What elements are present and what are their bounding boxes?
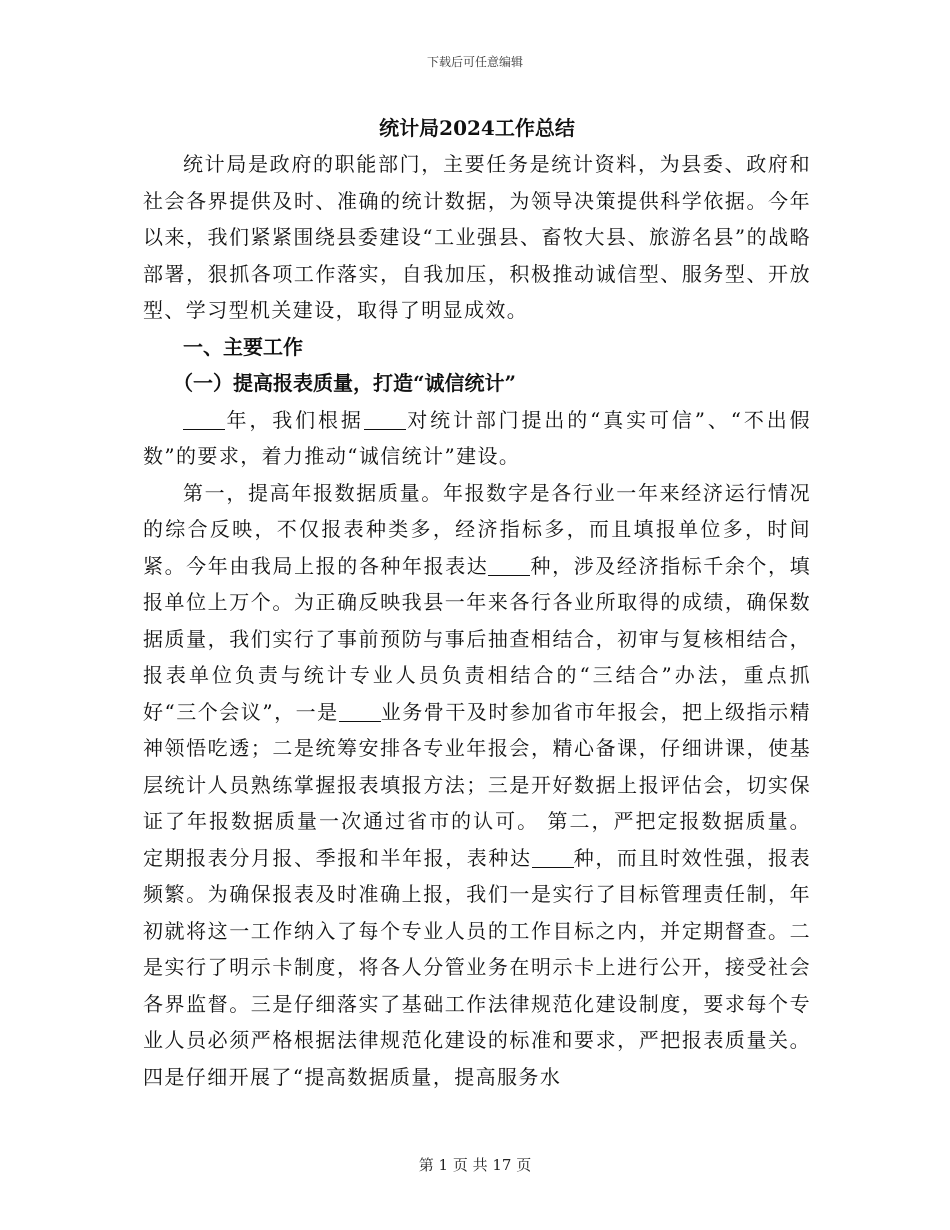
paragraph-2-text-b: 种，涉及经济指标千余个，填报单位上万个。为正确反映我县一年来各行各业所取得的成绩，确保数据质量，我们实行了事前预防与事后抽查相结合，初审与复核相结合，报表单位负责与统计专业人员负责相结合的“三结合”办法，重点抓好“三个会议”，一是 <box>143 553 811 724</box>
page-footer: 第 1 页 共 17 页 <box>418 1156 532 1174</box>
paragraph-1 <box>143 402 811 475</box>
document-title: 统计局2024工作总结 <box>379 116 575 140</box>
paragraph-1-text-b: 对统计部门提出的“真实可信”、“不出假数”的要求，着力推动“诚信统计”建设。 <box>143 407 811 468</box>
blank-underline <box>339 703 381 722</box>
blank-underline <box>488 557 530 576</box>
section-heading: 一、主要工作 <box>183 334 303 359</box>
header-note: 下载后可任意编辑 <box>426 55 523 69</box>
paragraph-2-text-d: 种，而且时效性强，报表频繁。为确保报表及时准确上报，我们一是实行了目标管理责任制，年初就将这一工作纳入了每个专业人员的工作目标之内，并定期督查。二是实行了明示卡制度，将各人分管业务在明示卡上进行公开，接受社会各界监督。三是仔细落实了基础工作法律规范化建设制度，要求每个专业人员必须严格根据法律规范化建设的标准和要求，严把报表质量关。四是仔细开展了“提高数据质量，提高服务水 <box>143 845 811 1089</box>
document-body <box>143 110 811 1095</box>
blank-underline <box>364 411 406 430</box>
blank-underline <box>532 849 574 868</box>
paragraph-2-text-c: 业务骨干及时参加省市年报会，把上级指示精神领悟吃透；二是统筹安排各专业年报会，精心备课，仔细讲课，使基层统计人员熟练掌握报表填报方法；三是开好数据上报评估会，切实保证了年报数据质量一次通过省市的认可。 第二，严把定报数据质量。定期报表分月报、季报和半年报，表种达 <box>143 699 812 870</box>
intro-paragraph: 统计局是政府的职能部门，主要任务是统计资料，为县委、政府和社会各界提供及时、准确的统计数据，为领导决策提供科学依据。今年以来，我们紧紧围绕县委建设“工业强县、畜牧大县、旅游名县”的战略部署，狠抓各项工作落实，自我加压，积极推动诚信型、服务型、开放型、学习型机关建设，取得了明显成效。 <box>143 152 811 322</box>
paragraph-1-text-a: 年，我们根据 <box>225 407 364 432</box>
paragraph-2 <box>143 475 811 1096</box>
paragraph-2-text-a: 第一，提高年报数据质量。年报数字是各行业一年来经济运行情况的综合反映，不仅报表种类多，经济指标多，而且填报单位多，时间紧。今年由我局上报的各种年报表达 <box>143 480 811 578</box>
blank-underline <box>183 411 225 430</box>
subsection-heading: （一）提高报表质量，打造“诚信统计” <box>173 371 517 395</box>
